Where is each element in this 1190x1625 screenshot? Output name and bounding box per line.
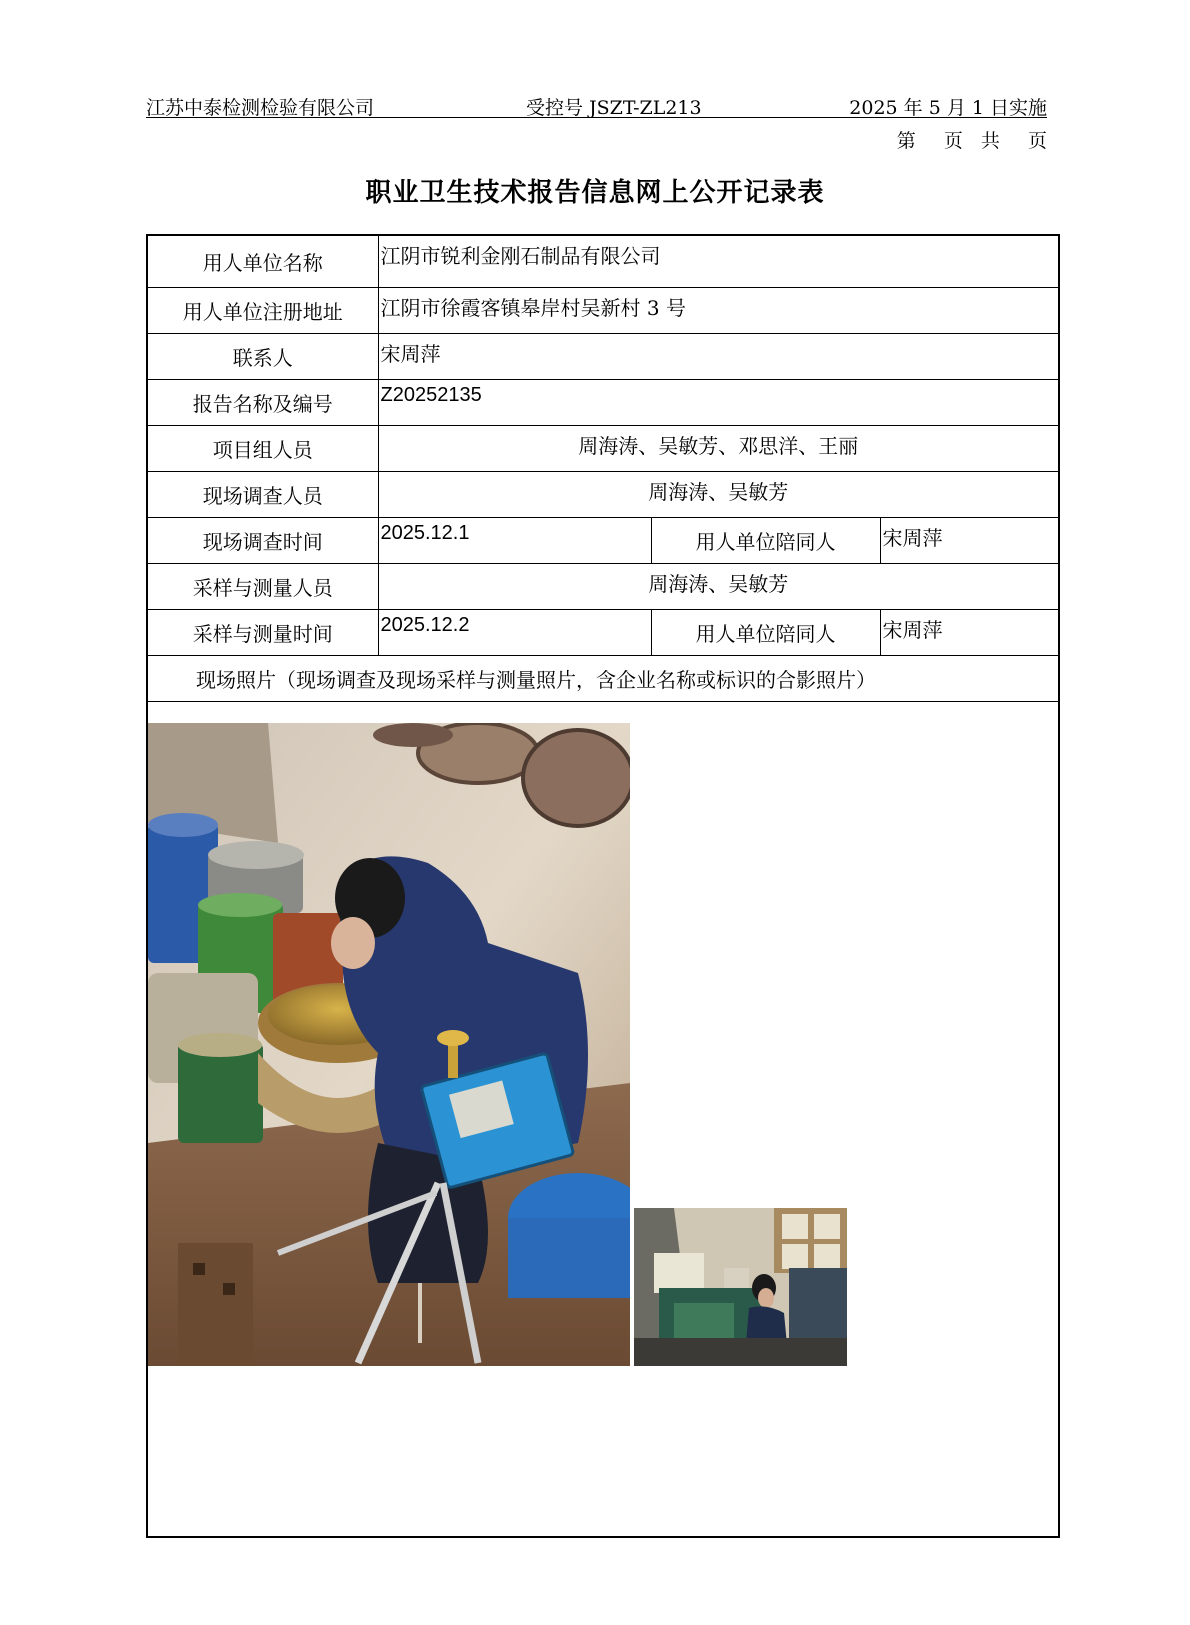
header-control-number: 受控号 JSZT-ZL213 xyxy=(526,97,702,119)
page-header xyxy=(146,93,1047,118)
address-value xyxy=(378,287,1058,333)
page-no-di: 第 xyxy=(896,130,916,152)
survey-time-label: 现场调查时间 xyxy=(148,517,378,563)
table-row xyxy=(148,333,1058,379)
table-row xyxy=(148,379,1058,425)
site-photo-workshop-image xyxy=(634,1208,847,1366)
survey-staff-label: 现场调查人员 xyxy=(148,471,378,517)
table-row xyxy=(148,563,1058,609)
info-table xyxy=(148,236,1058,702)
page-no-ye2: 页 xyxy=(1027,130,1047,152)
sampling-staff-label: 采样与测量人员 xyxy=(148,563,378,609)
table-row xyxy=(148,425,1058,471)
site-photo-workshop xyxy=(634,1208,847,1366)
sampling-time-value: 2025.12.2 xyxy=(378,609,651,655)
team-value: 周海涛、吴敏芳、邓思洋、王丽 xyxy=(378,425,1058,471)
address-label: 用人单位注册地址 xyxy=(148,287,378,333)
table-row xyxy=(148,287,1058,333)
site-photo-sampling-image xyxy=(148,723,630,1366)
table-row xyxy=(148,236,1058,287)
photos-caption: 现场照片（现场调查及现场采样与测量照片，含企业名称或标识的合影照片） xyxy=(148,655,1058,701)
survey-staff-value: 周海涛、吴敏芳 xyxy=(378,471,1058,517)
header-company: 江苏中泰检测检验有限公司 xyxy=(146,97,375,119)
table-row xyxy=(148,655,1058,701)
site-photo-sampling xyxy=(148,723,630,1366)
sampling-escort-label: 用人单位陪同人 xyxy=(651,609,880,655)
header-effective-date: 2025 年 5 月 1 日实施 xyxy=(849,97,1047,119)
contact-label: 联系人 xyxy=(148,333,378,379)
table-row xyxy=(148,471,1058,517)
report-label: 报告名称及编号 xyxy=(148,379,378,425)
record-form xyxy=(146,234,1060,1538)
sampling-escort-value: 宋周萍 xyxy=(880,609,1058,655)
employer-name-label: 用人单位名称 xyxy=(148,236,378,287)
survey-time-value: 2025.12.1 xyxy=(378,517,651,563)
sampling-time-label: 采样与测量时间 xyxy=(148,609,378,655)
contact-value: 宋周萍 xyxy=(378,333,1058,379)
address-text: 江阴市徐霞客镇皋岸村吴新村 3 号 xyxy=(380,295,686,320)
employer-name-value: 江阴市锐利金刚石制品有限公司 xyxy=(378,236,1058,287)
table-row xyxy=(148,609,1058,655)
page-no-gong: 共 xyxy=(980,130,1000,152)
report-number-value: Z20252135 xyxy=(378,379,1058,425)
team-label: 项目组人员 xyxy=(148,425,378,471)
table-row xyxy=(148,517,1058,563)
survey-escort-label: 用人单位陪同人 xyxy=(651,517,880,563)
survey-escort-value: 宋周萍 xyxy=(880,517,1058,563)
document-title: 职业卫生技术报告信息网上公开记录表 xyxy=(365,178,825,208)
sampling-staff-value: 周海涛、吴敏芳 xyxy=(378,563,1058,609)
page-no-ye1: 页 xyxy=(943,130,963,152)
page-number xyxy=(897,126,1047,153)
